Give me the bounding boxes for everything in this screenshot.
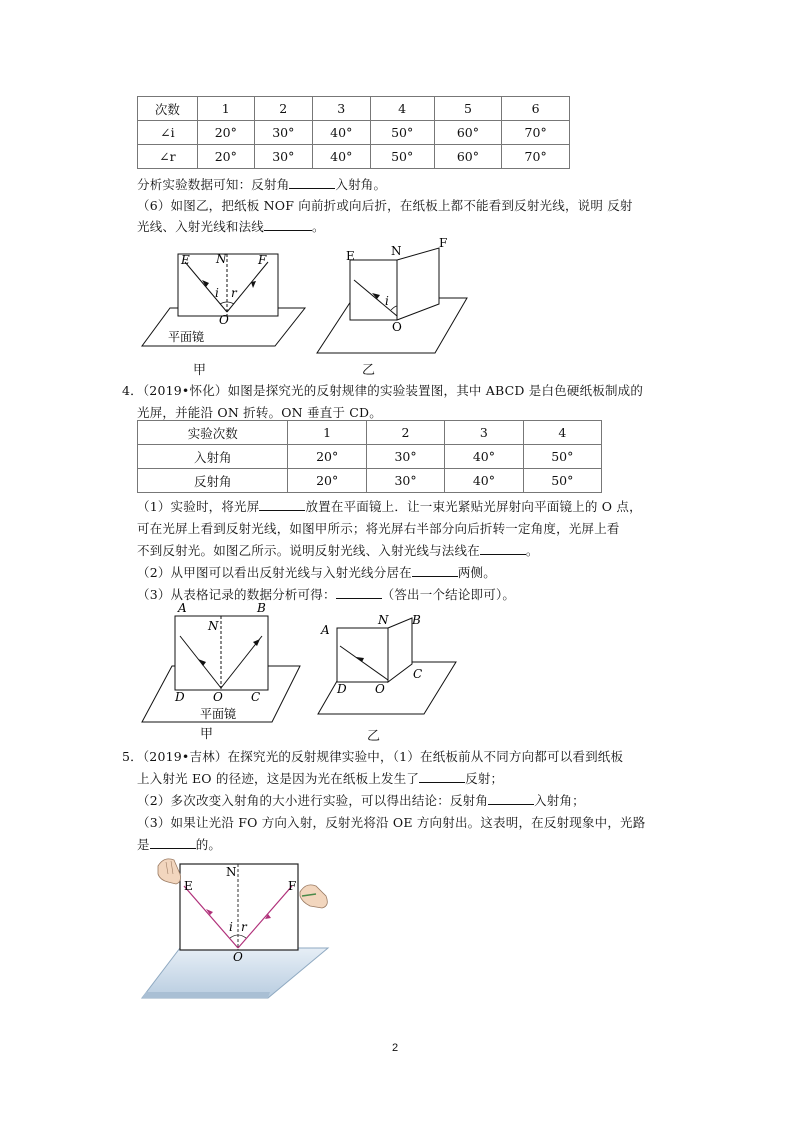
table-cell: 60°	[434, 121, 502, 145]
label-O: O	[392, 320, 402, 334]
table-row	[138, 445, 602, 469]
hand-left-icon	[158, 859, 181, 884]
table-cell: 次数	[138, 97, 198, 121]
label-A: A	[178, 601, 187, 615]
answer-blank[interactable]	[264, 218, 312, 231]
answer-blank[interactable]	[419, 770, 465, 783]
figure-caption-yi: 乙	[367, 729, 381, 744]
table-cell: ∠i	[138, 121, 198, 145]
table-cell: 50°	[523, 469, 601, 493]
table-cell: 5	[434, 97, 502, 121]
answer-blank[interactable]	[289, 176, 335, 189]
table-cell: 3	[312, 97, 370, 121]
label-F: F	[439, 236, 448, 250]
table-cell: 50°	[370, 121, 434, 145]
q4-part3: （3）从表格记录的数据分析可得： （答出一个结论即可）。	[137, 587, 516, 602]
table-cell: 70°	[502, 121, 570, 145]
label-C: C	[251, 690, 261, 704]
table-row	[138, 121, 570, 145]
label-E: E	[184, 879, 193, 893]
table-cell: 4	[523, 421, 601, 445]
table-cell: 20°	[197, 145, 254, 169]
analysis-sentence: 分析实验数据可知：反射角 入射角。	[137, 177, 387, 192]
label-O: O	[213, 690, 223, 704]
label-B: B	[412, 613, 421, 627]
data-table-1	[137, 96, 570, 169]
table-cell: 40°	[445, 445, 523, 469]
label-E: E	[346, 249, 355, 263]
table-cell: 1	[288, 421, 366, 445]
figure-caption-jia: 甲	[193, 363, 207, 378]
figure-reflection-photo	[140, 852, 330, 1002]
figure-yi-folded-board	[315, 234, 475, 356]
table-cell: 50°	[370, 145, 434, 169]
answer-blank[interactable]	[259, 498, 305, 511]
table-cell: ∠r	[138, 145, 198, 169]
data-table-2	[137, 420, 602, 493]
table-header-row	[138, 97, 570, 121]
label-F: F	[288, 879, 297, 893]
table-cell: 40°	[312, 145, 370, 169]
table-cell: 实验次数	[138, 421, 288, 445]
table-row	[138, 145, 570, 169]
label-i: i	[385, 294, 389, 308]
q4-stem-line1: 4．（2019•怀化）如图是探究光的反射规律的实验装置图，其中 ABCD 是白色硬纸板制成的	[122, 383, 644, 398]
label-r: r	[241, 920, 247, 934]
q4-part1-line2: 可在光屏上看到反射光线，如图甲所示；将光屏右半部分向后折转一定角度，光屏上看	[137, 521, 620, 536]
q4-part2: （2）从甲图可以看出反射光线与入射光线分居在 两侧。	[137, 565, 496, 580]
table-cell: 4	[370, 97, 434, 121]
table-cell: 20°	[288, 469, 366, 493]
label-F: F	[258, 253, 267, 267]
table-cell: 70°	[502, 145, 570, 169]
hand-right-icon	[300, 885, 327, 908]
figure-jia-light-screen	[140, 600, 305, 725]
q5-stem-line1: 5．（2019•吉林）在探究光的反射规律实验中，（1）在纸板前从不同方向都可以看到纸板	[122, 749, 624, 764]
table-row	[138, 469, 602, 493]
table-cell: 30°	[254, 121, 312, 145]
answer-blank[interactable]	[412, 564, 458, 577]
answer-blank[interactable]	[150, 836, 196, 849]
table-cell: 2	[366, 421, 444, 445]
answer-blank[interactable]	[480, 542, 526, 555]
label-E: E	[181, 253, 190, 267]
q4-part1-line3: 不到反射光。如图乙所示。说明反射光线、入射光线与法线在 。	[137, 543, 539, 558]
table-cell: 反射角	[138, 469, 288, 493]
figure-yi-folded-screen	[316, 612, 461, 717]
mirror-label: 平面镜	[200, 707, 237, 721]
table-cell: 2	[254, 97, 312, 121]
figure-caption-jia: 甲	[200, 727, 214, 742]
mirror-label: 平面镜	[168, 330, 205, 344]
label-A: A	[321, 623, 330, 637]
label-i: i	[215, 286, 219, 300]
part6-line2: 光线、入射光线和法线 。	[137, 219, 325, 234]
answer-blank[interactable]	[488, 792, 534, 805]
figure-caption-yi: 乙	[362, 363, 376, 378]
table-cell: 6	[502, 97, 570, 121]
table-header-row	[138, 421, 602, 445]
label-O: O	[375, 682, 385, 696]
figure-jia-mirror-reflection	[140, 248, 310, 348]
label-O: O	[219, 313, 229, 327]
label-N: N	[378, 613, 389, 627]
table-cell: 40°	[445, 469, 523, 493]
table-cell: 30°	[366, 445, 444, 469]
table-cell: 40°	[312, 121, 370, 145]
label-N: N	[391, 244, 402, 258]
table-cell: 20°	[288, 445, 366, 469]
table-cell: 30°	[254, 145, 312, 169]
q4-part1-line1: （1）实验时，将光屏 放置在平面镜上．让一束光紧贴光屏射向平面镜上的 O 点，	[137, 499, 642, 514]
label-r: r	[231, 286, 237, 300]
label-i: i	[229, 920, 233, 934]
table-cell: 30°	[366, 469, 444, 493]
table-cell: 50°	[523, 445, 601, 469]
q4-stem-line2: 光屏，并能沿 ON 折转。ON 垂直于 CD。	[137, 405, 382, 420]
label-N: N	[226, 865, 237, 879]
answer-blank[interactable]	[336, 586, 382, 599]
label-D: D	[175, 690, 185, 704]
q5-part3-line2: 是 的。	[137, 837, 222, 852]
part6-line1: （6）如图乙，把纸板 NOF 向前折或向后折，在纸板上都不能看到反射光线，说明 反射	[137, 198, 633, 213]
label-O: O	[233, 950, 243, 964]
table-cell: 1	[197, 97, 254, 121]
label-N: N	[216, 252, 227, 266]
label-C: C	[413, 667, 423, 681]
page-number: 2	[392, 1042, 399, 1054]
table-cell: 入射角	[138, 445, 288, 469]
table-cell: 3	[445, 421, 523, 445]
label-N: N	[208, 619, 219, 633]
label-B: B	[257, 601, 266, 615]
table-cell: 60°	[434, 145, 502, 169]
q5-stem-line2: 上入射光 EO 的径迹，这是因为光在纸板上发生了 反射；	[137, 771, 504, 786]
label-D: D	[337, 682, 347, 696]
q5-part2: （2）多次改变入射角的大小进行实验，可以得出结论：反射角 入射角；	[137, 793, 585, 808]
q5-part3-line1: （3）如果让光沿 FO 方向入射，反射光将沿 OE 方向射出。这表明，在反射现象中，光路	[137, 815, 646, 830]
table-cell: 20°	[197, 121, 254, 145]
